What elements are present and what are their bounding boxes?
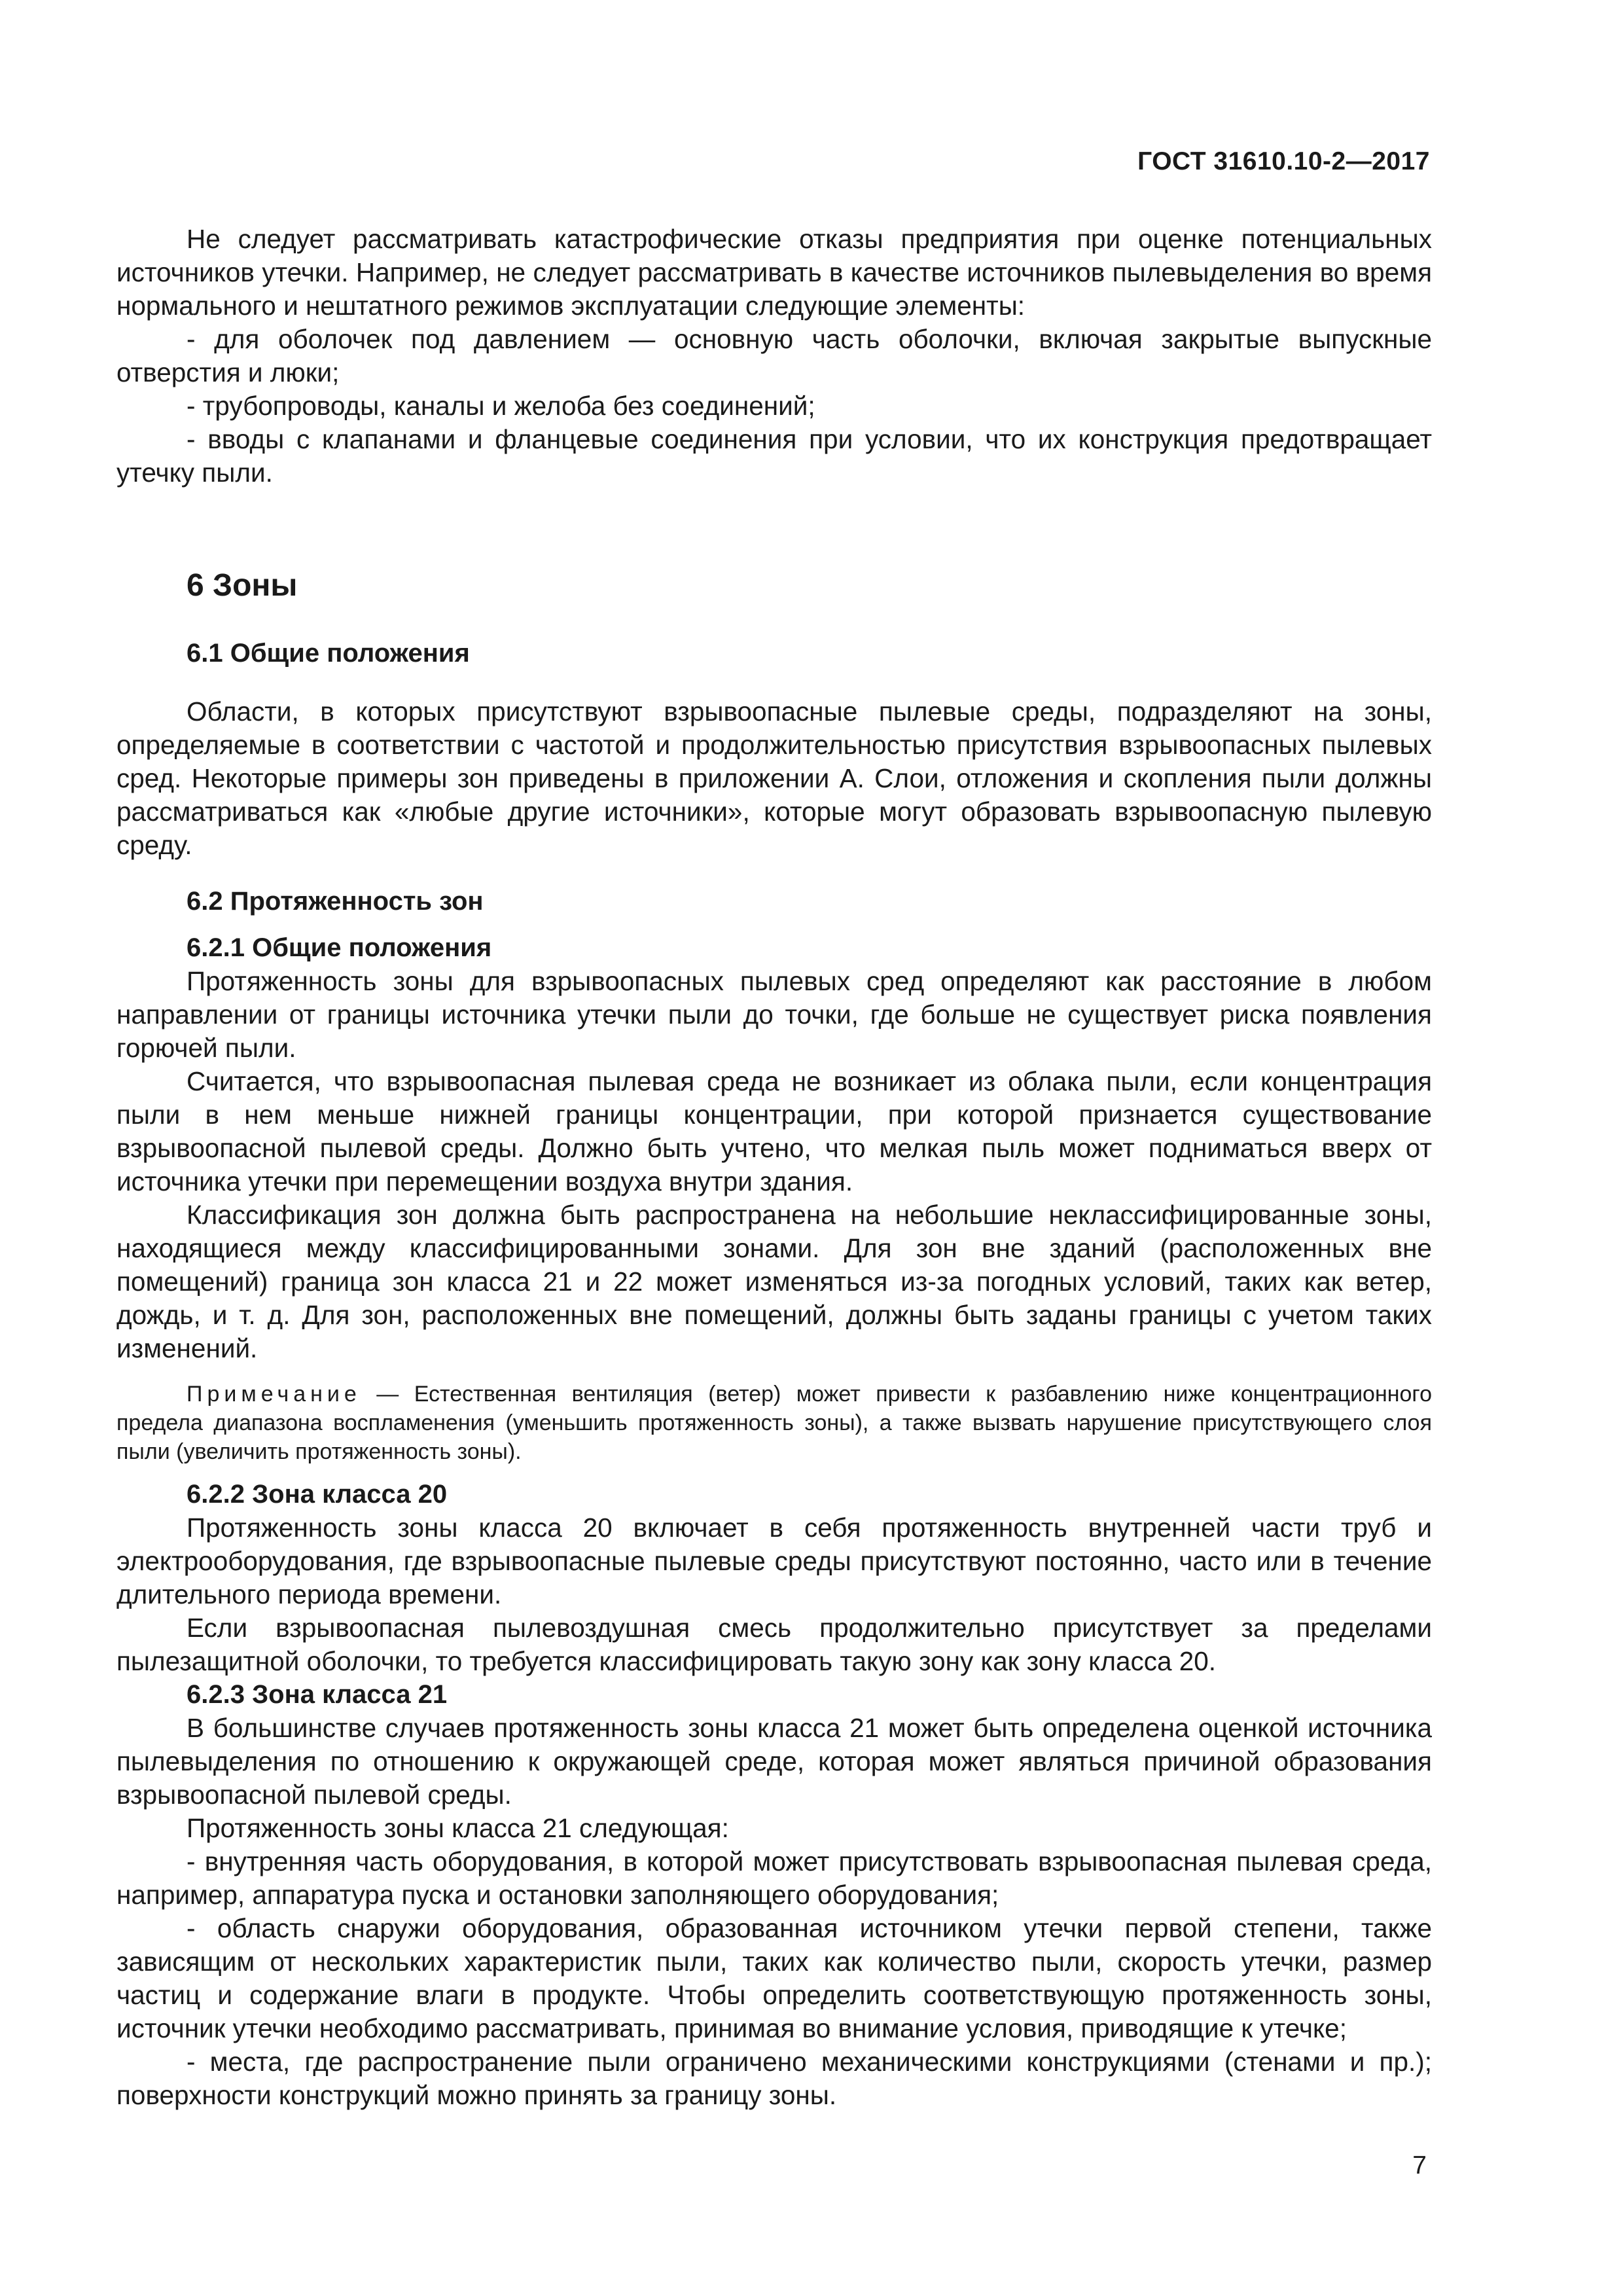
section-6-1-heading: 6.1 Общие положения (187, 639, 470, 668)
section-6-2-3-list-item-1: - внутренняя часть оборудования, в которой может присутствовать взрывоопасная пылевая среда, например, аппаратура пуска и остановки заполняющего оборудования; (116, 1846, 1432, 1910)
section-6-2-1-heading: 6.2.1 Общие положения (187, 933, 492, 962)
section-6-2-3-paragraph-2: Протяженность зоны класса 21 следующая: (187, 1813, 729, 1843)
section-6-2-heading: 6.2 Протяженность зон (187, 887, 484, 916)
note-text: — Естественная вентиляция (ветер) может привести к разбавлению ниже концентрационного предела диапазона воспламенения (уменьшить протяженность зоны), а также вызвать нарушение присутствующего слоя пыли (увеличить протяженность зоны). (116, 1382, 1432, 1464)
section-6-2-3-list-item-3: - места, где распространение пыли ограничено механическими конструкциями (стенами и пр.); поверхности конструкций можно принять за границу зоны. (116, 2047, 1432, 2110)
section-6-2-2-heading: 6.2.2 Зона класса 20 (187, 1480, 448, 1509)
page-number: 7 (1412, 2151, 1427, 2179)
intro-list-item-2: - трубопроводы, каналы и желоба без соединений; (187, 391, 815, 421)
section-6-2-3-list-item-2: - область снаружи оборудования, образованная источником утечки первой степени, также зависящим от нескольких характеристик пыли, таких как количество пыли, скорость утечки, размер частиц и содержание влаги в продукте. Чтобы определить соответствующую протяженность зоны, источник утечки необходимо рассматривать, принимая во внимание условия, приводящие к утечке; (116, 1913, 1432, 2043)
section-6-2-1-paragraph-1: Протяженность зоны для взрывоопасных пылевых сред определяют как расстояние в любом направлении от границы источника утечки пыли до точки, где больше не существует риска появления горючей пыли. (116, 966, 1432, 1063)
section-6-heading: 6 Зоны (187, 568, 298, 603)
section-6-2-2-paragraph-1: Протяженность зоны класса 20 включает в себя протяженность внутренней части труб и электрооборудования, где взрывоопасные пылевые среды присутствуют постоянно, часто или в течение длительного периода времени. (116, 1513, 1432, 1609)
note-label: Примечание (187, 1382, 361, 1407)
section-6-2-3-heading: 6.2.3 Зона класса 21 (187, 1680, 448, 1709)
intro-list-item-3: - вводы с клапанами и фланцевые соединения при условии, что их конструкция предотвращает утечку пыли. (116, 424, 1432, 488)
document-body (116, 223, 1432, 2112)
intro-list-item-1: - для оболочек под давлением — основную часть оболочки, включая закрытые выпускные отверстия и люки; (116, 324, 1432, 387)
section-6-2-1-paragraph-2: Считается, что взрывоопасная пылевая среда не возникает из облака пыли, если концентрация пыли в нем меньше нижней границы концентрации, при которой признается существование взрывоопасной пылевой среды. Должно быть учтено, что мелкая пыль может подниматься вверх от источника утечки при перемещении воздуха внутри здания. (116, 1066, 1432, 1196)
document-code-header: ГОСТ 31610.10-2—2017 (1137, 147, 1430, 175)
intro-paragraph: Не следует рассматривать катастрофические отказы предприятия при оценке потенциальных источников утечки. Например, не следует рассматривать в качестве источников пылевыделения во время нормального и нештатного режимов эксплуатации следующие элементы: (116, 224, 1432, 321)
section-6-2-2-paragraph-2: Если взрывоопасная пылевоздушная смесь продолжительно присутствует за пределами пылезащитной оболочки, то требуется классифицировать такую зону как зону класса 20. (116, 1613, 1432, 1676)
section-6-2-1-paragraph-3: Классификация зон должна быть распространена на небольшие неклассифицированные зоны, находящиеся между классифицированными зонами. Для зон вне зданий (расположенных вне помещений) граница зон класса 21 и 22 может изменяться из-за погодных условий, таких как ветер, дождь, и т. д. Для зон, расположенных вне помещений, должны быть заданы границы с учетом таких изменений. (116, 1200, 1432, 1363)
section-6-1-paragraph: Области, в которых присутствуют взрывоопасные пылевые среды, подразделяют на зоны, определяемые в соответствии с частотой и продолжительностью присутствия взрывоопасных пылевых сред. Некоторые примеры зон приведены в приложении А. Слои, отложения и скопления пыли должны рассматриваться как «любые другие источники», которые могут образовать взрывоопасную пылевую среду. (116, 696, 1432, 860)
note-block (116, 1380, 1432, 1466)
section-6-2-3-paragraph-1: В большинстве случаев протяженность зоны класса 21 может быть определена оценкой источника пылевыделения по отношению к окружающей среде, которая может являться причиной образования взрывоопасной пылевой среды. (116, 1713, 1432, 1810)
